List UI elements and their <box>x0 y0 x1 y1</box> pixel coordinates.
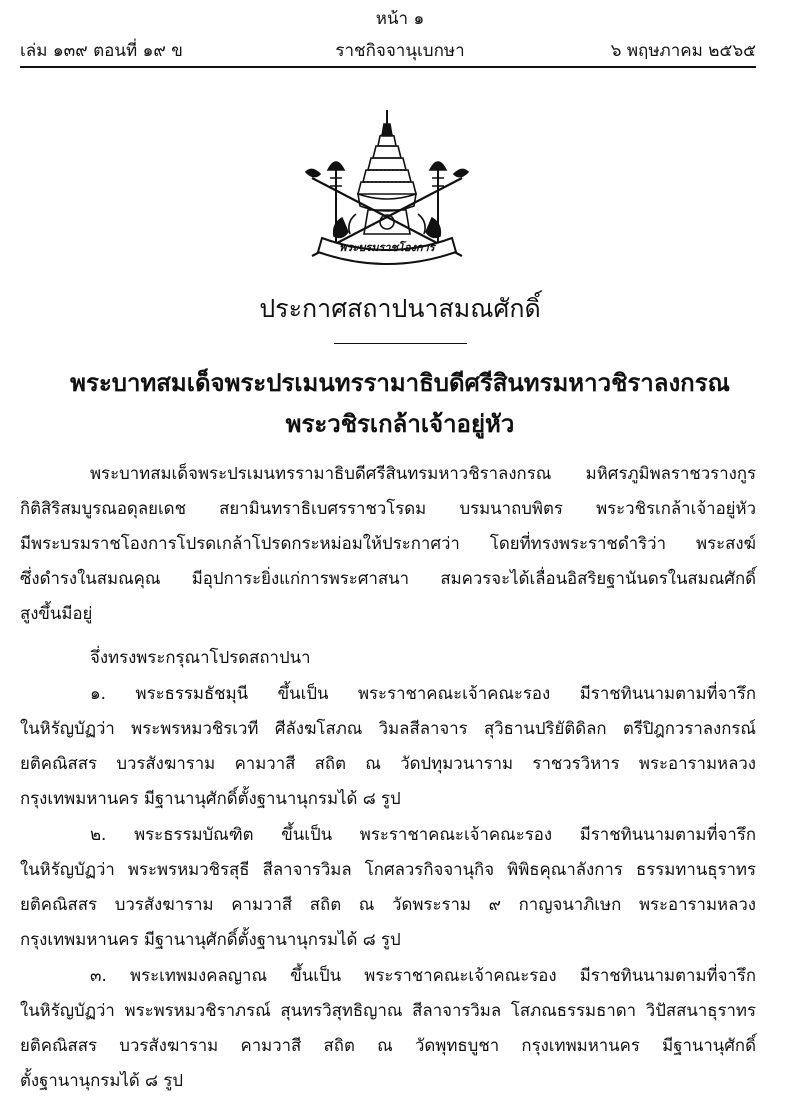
grant-line: จึ่งทรงพระกรุณาโปรดสถาปนา <box>90 647 311 667</box>
item-3-line-1: ๓. พระเทพมงคลญาณ ขึ้นเป็น พระราชาคณะเจ้าคณะรอง มีราชทินนามตามที่จารึก <box>90 965 756 985</box>
item-1-line-3: ยติคณิสสร บวรสังฆาราม คามวาสี สถิต ณ วัดปทุมวนาราม ราชวรวิหาร พระอารามหลวง <box>20 753 756 773</box>
emblem-banner-text: พระบรมราชโองการ <box>339 241 435 254</box>
item-1-line-4: กรุงเทพมหานคร มีฐานานุศักดิ์ตั้งฐานานุกรมได้ ๘ รูป <box>20 788 401 808</box>
item-3-line-3: ยติคณิสสร บวรสังฆาราม คามวาสี สถิต ณ วัดพุทธบูชา กรุงเทพมหานคร มีฐานานุศักดิ์ <box>20 1035 756 1055</box>
issue-date: ๖ พฤษภาคม ๒๕๖๕ <box>610 41 756 61</box>
item-3-line-4: ตั้งฐานานุกรมได้ ๘ รูป <box>20 1070 183 1090</box>
header-rule <box>20 66 756 68</box>
volume-issue: เล่ม ๑๓๙ ตอนที่ ๑๙ ข <box>20 41 183 61</box>
intro-line-1: พระบาทสมเด็จพระปรเมนทรรามาธิบดีศรีสินทรมหาวชิราลงกรณ มหิศรภูมิพลราชวรางกูร <box>90 463 756 483</box>
king-name-line1: พระบาทสมเด็จพระปรเมนทรรามาธิบดีศรีสินทรมหาวชิราลงกรณ <box>70 369 730 397</box>
item-2-line-1: ๒. พระธรรมบัณฑิต ขึ้นเป็น พระราชาคณะเจ้าคณะรอง มีราชทินนามตามที่จารึก <box>90 824 756 844</box>
page-number: หน้า ๑ <box>375 9 425 29</box>
intro-line-4: ซึ่งดำรงในสมณคุณ มีอุปการะยิ่งแก่การพระศาสนา สมควรจะได้เลื่อนอิสริยฐานันดรในสมณศักดิ์ <box>20 568 756 588</box>
item-1-line-2: ในหิรัญบัฏว่า พระพรหมวชิรเวที ศีลังฆโสภณ วิมลสีลาจาร สุวิธานปริยัติดิลก ตรีปิฎกวราลงกรณ์ <box>20 718 756 738</box>
royal-emblem-icon <box>298 106 476 266</box>
king-name-line2: พระวชิรเกล้าเจ้าอยู่หัว <box>285 410 515 438</box>
item-3-line-2: ในหิรัญบัฏว่า พระพรหมวชิราภรณ์ สุนทรวิสุทธิญาณ สีลาจารวิมล โสภณธรรมธาดา วิปัสสนาธุราทร <box>20 1000 756 1020</box>
title-underline <box>334 343 467 344</box>
item-2-line-2: ในหิรัญบัฏว่า พระพรหมวชิรสุธี สีลาจารวิมล โกศลวรกิจจานุกิจ พิพิธคุณาลังการ ธรรมทานธุราทร <box>20 859 756 879</box>
item-1-line-1: ๑. พระธรรมธัชมุนี ขึ้นเป็น พระราชาคณะเจ้าคณะรอง มีราชทินนามตามที่จารึก <box>90 683 756 703</box>
intro-line-3: มีพระบรมราชโองการโปรดเกล้าโปรดกระหม่อมให้ประกาศว่า โดยที่ทรงพระราชดำริว่า พระสงฆ์ <box>20 533 756 553</box>
item-2-line-3: ยติคณิสสร บวรสังฆาราม คามวาสี สถิต ณ วัดพระราม ๙ กาญจนาภิเษก พระอารามหลวง <box>20 894 756 914</box>
gazette-name: ราชกิจจานุเบกษา <box>335 41 465 61</box>
intro-line-2: กิติสิริสมบูรณอดุลยเดช สยามินทราธิเบศรราชวโรดม บรมนาถบพิตร พระวชิรเกล้าเจ้าอยู่หัว <box>20 498 756 518</box>
intro-line-5: สูงขึ้นมีอยู่ <box>20 603 93 623</box>
item-2-line-4: กรุงเทพมหานคร มีฐานานุศักดิ์ตั้งฐานานุกรมได้ ๘ รูป <box>20 929 401 949</box>
announcement-title: ประกาศสถาปนาสมณศักดิ์ <box>259 294 541 323</box>
